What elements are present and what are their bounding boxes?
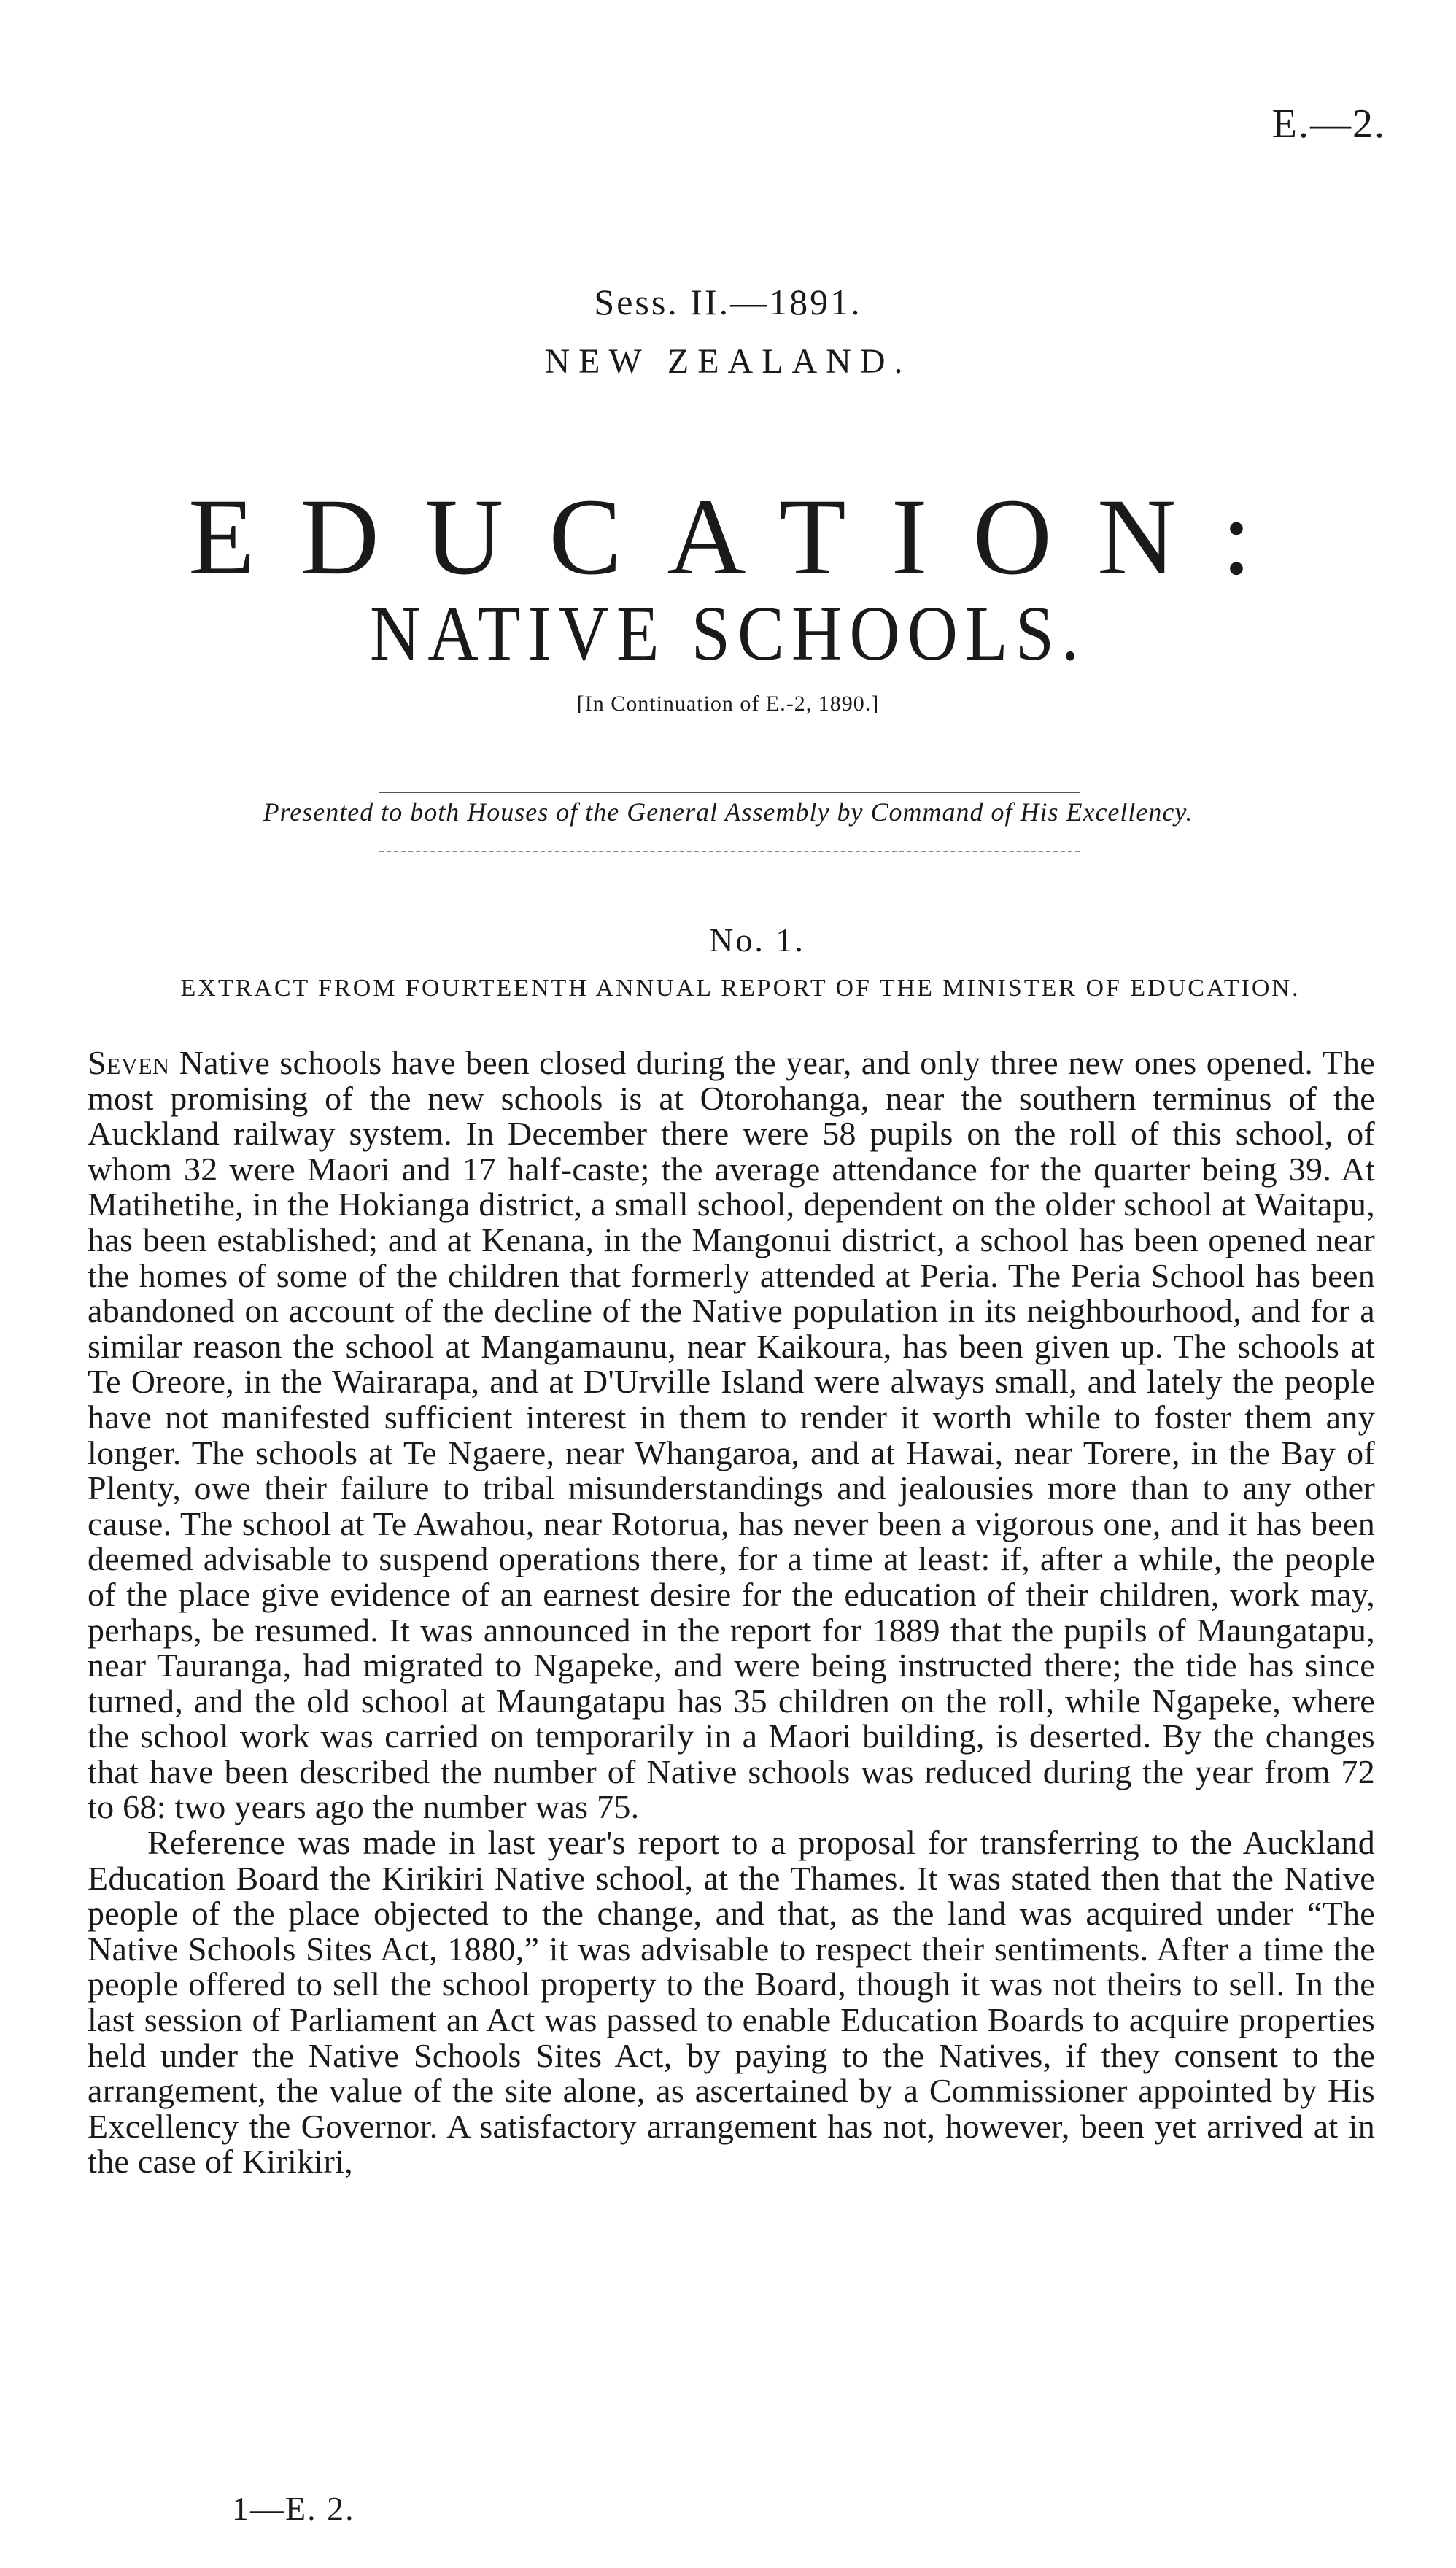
- document-subtitle: NATIVE SCHOOLS.: [369, 589, 1087, 677]
- bottom-rule: [379, 851, 1080, 852]
- top-rule: [379, 792, 1080, 793]
- section-heading: EXTRACT FROM FOURTEENTH ANNUAL REPORT OF THE MINISTER OF EDUCATION.: [180, 975, 1301, 1002]
- page-reference: E.—2.: [1271, 101, 1386, 147]
- paragraph: Reference was made in last year's report to a proposal for transferring to the Auckland Education Board the Kirikiri Native school, at the Thames. It was stated then that the Native people of the place objected to the change, and that, as the land was acquired under “The Native Schools Sites Act, 1880,” it was advisable to respect their sentiments. After a time the people offered to sell the school property to the Board, though it was not theirs to sell. In the last session of Parliament an Act was passed to enable Education Boards to acquire properties held under the Native Schools Sites Act, by paying to the Natives, if they consent to the arrangement, the value of the site alone, as ascertained by a Commissioner appointed by His Excellency the Governor. A satisfactory arrangement has not, however, been yet arrived at in the case of Kirikiri,: [88, 1824, 1375, 2181]
- session-line: Sess. II.—1891.: [594, 282, 862, 322]
- page-signature: 1—E. 2.: [232, 2490, 355, 2527]
- section-number: No. 1.: [709, 921, 805, 959]
- paragraph-text: Native schools have been closed during the year, and only three new ones opened. The most promising of the new schools is at Otorohanga, near the southern terminus of the Auckland railway system. In December there were 58 pupils on the roll of this school, of whom 32 were Maori and 17 half-caste; the average attendance for the quarter being 39. At Matihetihe, in the Hokianga district, a small school, dependent on the older school at Waitapu, has been established; and at Kenana, in the Mangonui district, a school has been opened near the homes of some of the children that formerly attended at Peria. The Peria School has been abandoned on account of the decline of the Native population in its neighbourhood, and for a similar reason the school at Mangamaunu, near Kaikoura, has been given up. The schools at Te Oreore, in the Wairarapa, and at D'Urville Island were always small, and lately the people have not manifested sufficient interest in them to render it worth while to foster them any longer. The schools at Te Ngaere, near Whangaroa, and at Hawai, near Torere, in the Bay of Plenty, owe their failure to tribal misunderstandings and jealousies more than to any other cause. The school at Te Awahou, near Rotorua, has never been a vigorous one, and it has been deemed advisable to suspend operations there, for a time at least: if, after a while, the people of the place give evidence of an earnest desire for the education of their children, work may, perhaps, be resumed. It was announced in the report for 1889 that the pupils of Maungatapu, near Tauranga, had migrated to Ngapeke, and were being instructed there; the tide has since turned, and the old school at Maungatapu has 35 children on the roll, while Ngapeke, where the school work was carried on temporarily in a Maori building, is deserted. By the changes that have been described the number of Native schools was reduced during the year from 72 to 68: two years ago the number was 75.: [88, 1044, 1375, 1826]
- document-title: EDUCATION:: [188, 476, 1297, 597]
- paragraph-lead-word: Seven: [88, 1044, 170, 1081]
- country-line: NEW ZEALAND.: [544, 342, 912, 381]
- body-text: [88, 1045, 1375, 2180]
- continuation-note: [In Continuation of E.-2, 1890.]: [576, 692, 880, 716]
- presented-line: Presented to both Houses of the General Assembly by Command of His Excellency.: [263, 797, 1193, 827]
- paragraph: [88, 1045, 1375, 1825]
